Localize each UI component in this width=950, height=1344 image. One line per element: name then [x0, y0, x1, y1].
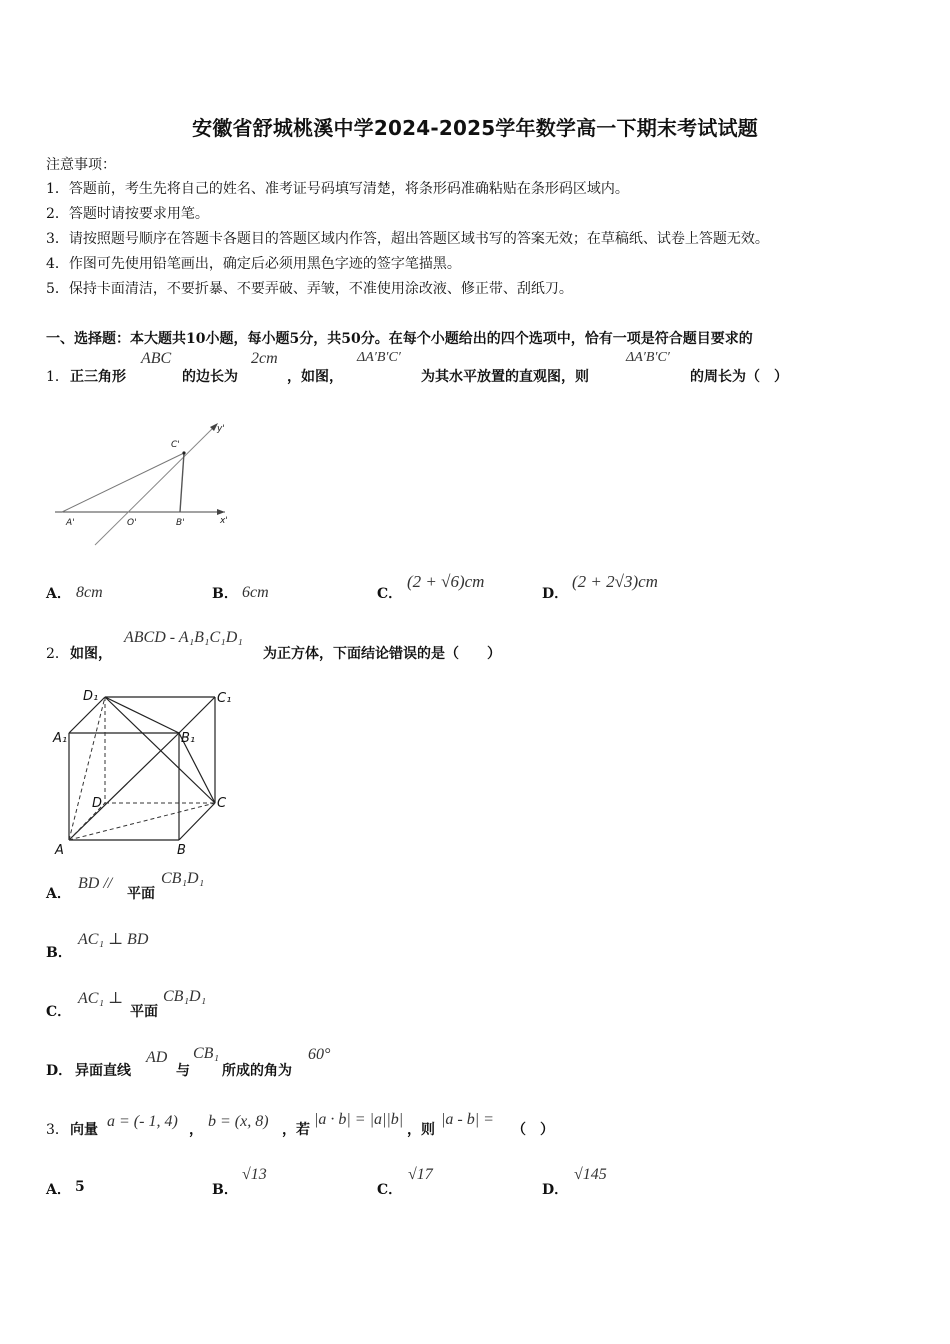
q1-math-triangle-2: ΔA′B′C′: [626, 350, 670, 365]
q3-text-5: （ ）: [512, 1122, 554, 1138]
q1-option-d-label: D．: [542, 586, 569, 602]
exam-title: 安徽省舒城桃溪中学2024-2025学年数学高一下期末考试试题: [192, 116, 758, 140]
q2-option-d-math-1: AD: [146, 1049, 168, 1066]
label-c: C: [217, 796, 227, 811]
q3-option-c-value: √17: [408, 1166, 433, 1183]
label-c-prime: C': [171, 440, 180, 450]
q1-option-c-label: C．: [377, 586, 403, 602]
q1-option-b-label: B．: [212, 586, 238, 602]
q2-math-cube: ABCD - A₁B₁C₁D₁: [124, 629, 243, 646]
diag-d1-b1: [105, 697, 179, 733]
q2-option-d-label: D．: [46, 1063, 73, 1079]
label-d1: D₁: [83, 689, 99, 704]
q3-text-1: 向量: [70, 1122, 98, 1138]
q3-option-d-value: √145: [574, 1166, 607, 1183]
q3-math-vector-b: b = (x, 8): [208, 1113, 269, 1130]
q1-math-abc: ABC: [141, 350, 172, 367]
q3-math-condition: |a · b| = |a||b|: [314, 1111, 404, 1128]
q1-text-3: ，如图，: [287, 369, 343, 385]
q2-option-a-text: 平面: [127, 886, 155, 902]
hidden-diag-a-c: [69, 803, 215, 840]
notice-item-3: 3．请按照题号顺序在答题卡各题目的答题区域内作答，超出答题区域书写的答案无效；在草稿纸、试卷上答题无效。: [46, 231, 769, 247]
q3-number: 3．: [46, 1122, 69, 1138]
label-d: D: [92, 796, 103, 811]
label-b-prime: B': [176, 518, 185, 528]
diag-a-b1: [69, 733, 179, 840]
q2-option-c-text: 平面: [130, 1004, 158, 1020]
q3-option-a-label: A．: [46, 1182, 71, 1198]
q2-option-a-label: A．: [46, 886, 71, 902]
q2-option-b-label: B．: [46, 945, 72, 961]
q3-math-vector-a: a = (- 1, 4): [107, 1113, 178, 1130]
q1-text-5: 的周长为（ ）: [690, 369, 788, 385]
q2-option-c-math-2: CB₁D₁: [163, 988, 207, 1005]
edge-b1-c1: [179, 697, 215, 733]
q2-option-a-math-2: CB₁D₁: [161, 870, 205, 887]
q2-option-d-text-0: 异面直线: [75, 1063, 131, 1079]
notice-item-2: 2．答题时请按要求用笔。: [46, 206, 209, 222]
label-a-prime: A': [66, 518, 75, 528]
q2-option-c-math-1: AC₁ ⊥: [78, 990, 124, 1007]
q1-math-2cm: 2cm: [251, 350, 278, 367]
q3-option-b-label: B．: [212, 1182, 238, 1198]
q1-text-1: 正三角形: [70, 369, 126, 385]
q3-option-b-value: √13: [242, 1166, 267, 1183]
y-axis: [95, 425, 216, 545]
q1-option-d-value: (2 + 2√3)cm: [572, 572, 658, 591]
notice-item-1: 1．答题前，考生先将自己的姓名、准考证号码填写清楚，将条形码准确粘贴在条形码区域内。: [46, 181, 629, 197]
q2-cube-figure: [50, 683, 240, 858]
section-heading: 一、选择题：本大题共10小题，每小题5分，共50分。在每个小题给出的四个选项中，恰有一项是符合题目要求的: [46, 331, 753, 347]
q1-option-b-value: 6cm: [242, 584, 269, 601]
q2-option-d-text-1: 与: [176, 1063, 190, 1079]
notice-item-4: 4．作图可先使用铅笔画出，确定后必须用黑色字迹的签字笔描黑。: [46, 256, 461, 272]
q3-text-3: ，若: [282, 1122, 310, 1138]
q3-option-c-label: C．: [377, 1182, 403, 1198]
q2-text-1: 如图，: [70, 646, 112, 662]
notice-heading: 注意事项：: [46, 157, 116, 173]
q2-option-a-math-1: BD //: [78, 875, 113, 892]
q3-math-result: |a - b| =: [441, 1111, 494, 1128]
point-c: [182, 451, 185, 454]
segment-c-b: [180, 453, 184, 512]
q3-text-2: ，: [189, 1122, 203, 1138]
edge-b-c: [179, 803, 215, 840]
q2-option-d-text-2: 所成的角为: [222, 1063, 292, 1079]
x-axis-arrow-icon: [217, 509, 225, 515]
q1-text-4: 为其水平放置的直观图，则: [421, 369, 589, 385]
label-y-prime: y': [217, 424, 225, 434]
label-b: B: [177, 843, 186, 858]
q1-option-a-value: 8cm: [76, 584, 103, 601]
q1-math-triangle-1: ΔA′B′C′: [357, 350, 401, 365]
q2-option-d-math-3: 60°: [308, 1046, 331, 1063]
q2-option-c-label: C．: [46, 1004, 72, 1020]
q1-option-c-value: (2 + √6)cm: [407, 572, 485, 591]
hidden-diag-a-d1: [69, 697, 105, 840]
q2-option-d-math-2: CB₁: [193, 1045, 220, 1062]
label-x-prime: x': [220, 516, 228, 526]
q2-number: 2．: [46, 646, 69, 662]
q1-oblique-figure: [50, 415, 240, 550]
q1-number: 1．: [46, 369, 69, 385]
q1-text-2: 的边长为: [182, 369, 238, 385]
segment-a-c: [62, 453, 184, 512]
label-a1: A₁: [53, 731, 68, 746]
label-a: A: [55, 843, 64, 858]
q3-option-d-label: D．: [542, 1182, 569, 1198]
q1-option-a-label: A．: [46, 586, 71, 602]
label-o-prime: O': [127, 518, 137, 528]
q2-option-b-math: AC₁ ⊥ BD: [78, 931, 149, 948]
label-c1: C₁: [217, 691, 232, 706]
q3-text-4: ，则: [407, 1122, 435, 1138]
label-b1: B₁: [181, 731, 196, 746]
q3-option-a-value: 5: [75, 1179, 85, 1195]
q2-text-2: 为正方体，下面结论错误的是（ ）: [263, 646, 501, 662]
notice-item-5: 5．保持卡面清洁，不要折暴、不要弄破、弄皱，不准使用涂改液、修正带、刮纸刀。: [46, 281, 573, 297]
